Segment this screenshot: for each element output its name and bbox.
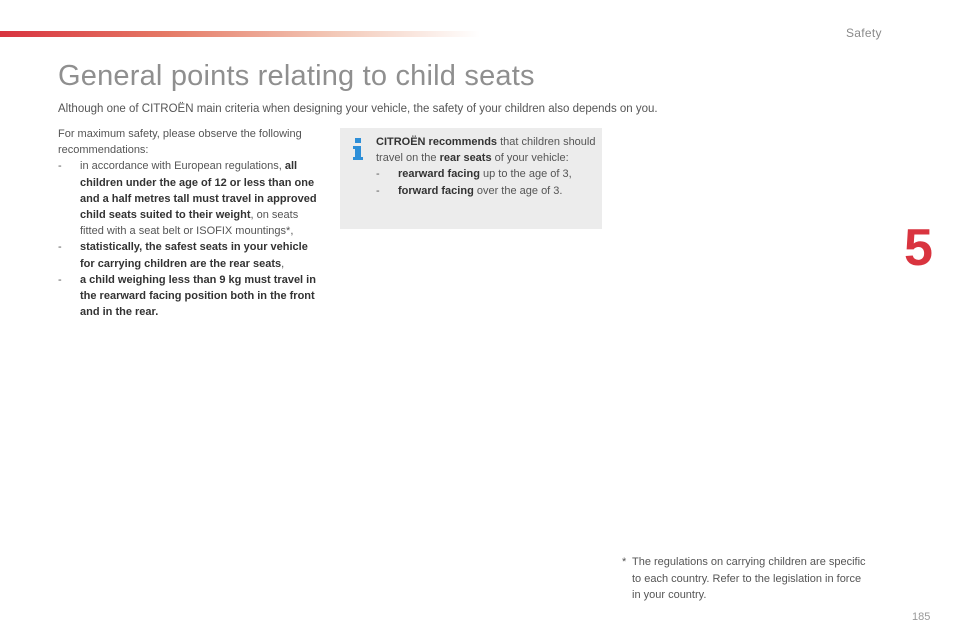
section-label: Safety — [846, 26, 882, 40]
list-item: - forward facing over the age of 3. — [376, 184, 563, 197]
intro-text: Although one of CITROËN main criteria when designing your vehicle, the safety of your children also depends on you. — [58, 103, 658, 115]
info-box — [340, 128, 602, 229]
list-item: - rearward facing up to the age of 3, — [376, 168, 572, 181]
list-item: - in accordance with European regulations, all children under the age of 12 or less than one and a half metres tall must travel in approved child seats suited to their weight, on seats fitted with a seat belt or ISOFIX mountings*, — [58, 160, 317, 238]
list-item: - a child weighing less than 9 kg must travel in the rearward facing position both in the front and in the rear. — [58, 273, 316, 319]
info-text — [376, 134, 598, 199]
item-suffix: , — [281, 257, 285, 270]
footnote-marker: * — [622, 556, 627, 568]
header-accent-bar — [0, 31, 480, 37]
item-bold: a child weighing less than 9 kg must travel in the rearward facing position both in the front and in the rear. — [80, 273, 316, 319]
item-suffix: , on seats fitted with a seat belt or ISOFIX mountings*, — [80, 209, 299, 238]
footnote-text: The regulations on carrying children are specific to each country. Refer to the legislation in force in your country. — [632, 556, 866, 601]
recommendations-lead: For maximum safety, please observe the following recommendations: — [58, 128, 302, 157]
info-lead: CITROËN recommends that children should travel on the rear seats of your vehicle: — [376, 136, 596, 165]
item-bold: statistically, the safest seats in your vehicle for carrying children are the rear seats — [80, 241, 308, 270]
info-icon — [352, 138, 364, 160]
info-list — [376, 166, 598, 198]
page-title: General points relating to child seats — [58, 60, 535, 92]
list-item: - statistically, the safest seats in your vehicle for carrying children are the rear seats, — [58, 241, 308, 270]
page-number: 185 — [912, 611, 931, 623]
item-bold: all children under the age of 12 or less than one and a half metres tall must travel in approved child seats suited to their weight — [80, 160, 317, 222]
footnote — [622, 554, 872, 604]
recommendations-list — [58, 158, 320, 320]
chapter-number: 5 — [904, 219, 933, 277]
recommendations-column — [58, 126, 320, 320]
item-prefix: in accordance with European regulations, — [80, 160, 285, 173]
